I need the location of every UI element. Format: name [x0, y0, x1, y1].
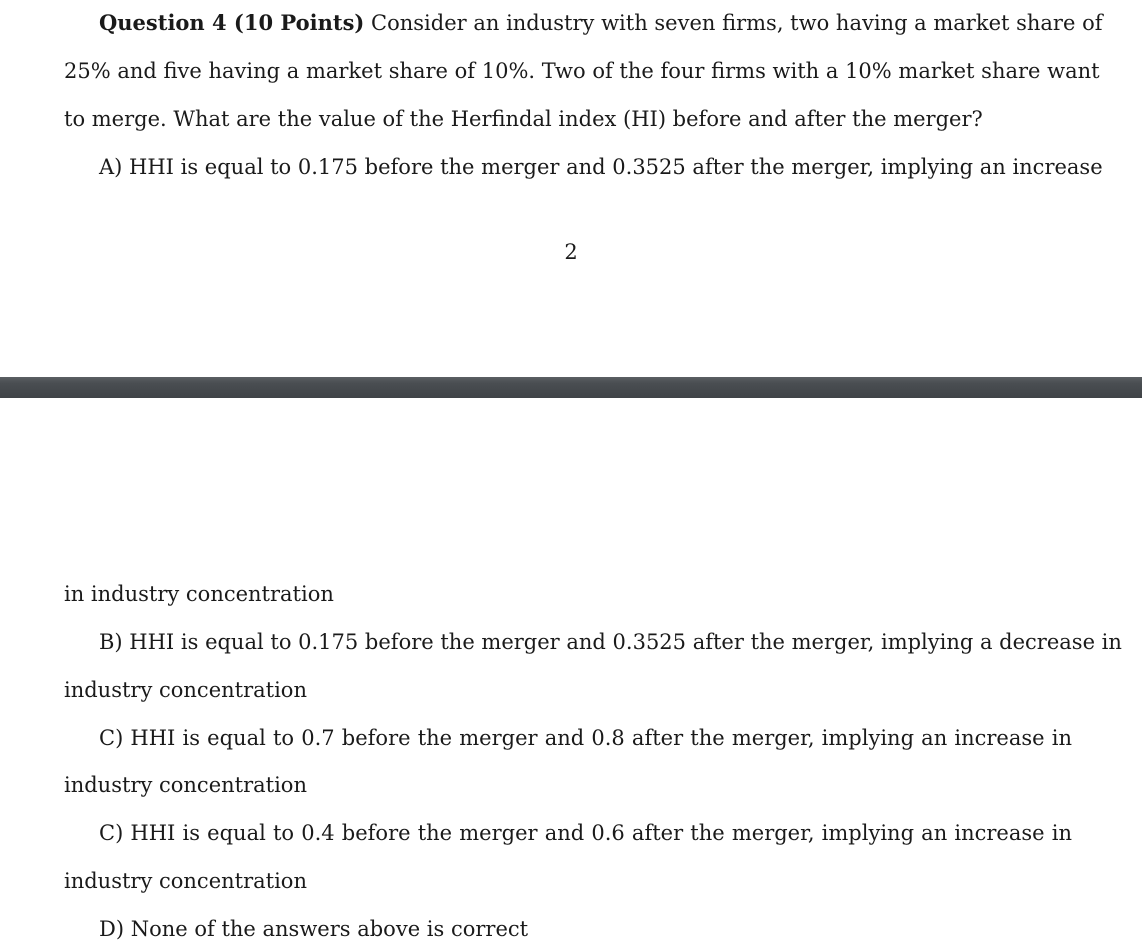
option-b-line-1: B) HHI is equal to 0.175 before the merger and 0.3525 after the merger, implying a decrease in [99, 630, 1122, 654]
option-d: D) None of the answers above is correct [99, 917, 529, 941]
page-number: 2 [564, 240, 578, 264]
option-c2-line-2: industry concentration [64, 869, 307, 893]
page-separator [0, 377, 1142, 398]
question-heading: Question 4 (10 Points) [99, 10, 365, 35]
option-c2-line-1: C) HHI is equal to 0.4 before the merger and 0.6 after the merger, implying an increase in [99, 821, 1072, 845]
option-a-line-1: A) HHI is equal to 0.175 before the merger and 0.3525 after the merger, implying an increase [99, 155, 1103, 179]
option-c1-line-2: industry concentration [64, 773, 307, 797]
document-page-lower [0, 398, 1142, 952]
question-text-line-1: Consider an industry with seven firms, two having a market share of [371, 11, 1103, 35]
option-c1-line-1: C) HHI is equal to 0.7 before the merger and 0.8 after the merger, implying an increase in [99, 726, 1072, 750]
question-first-line [99, 9, 1103, 37]
option-b-line-2: industry concentration [64, 678, 307, 702]
option-a-line-2: in industry concentration [64, 582, 334, 606]
question-text-line-3: to merge. What are the value of the Herfindal index (HI) before and after the merger? [64, 107, 983, 131]
document-page-upper [0, 0, 1142, 377]
question-text-line-2: 25% and five having a market share of 10%. Two of the four firms with a 10% market share want [64, 59, 1100, 83]
